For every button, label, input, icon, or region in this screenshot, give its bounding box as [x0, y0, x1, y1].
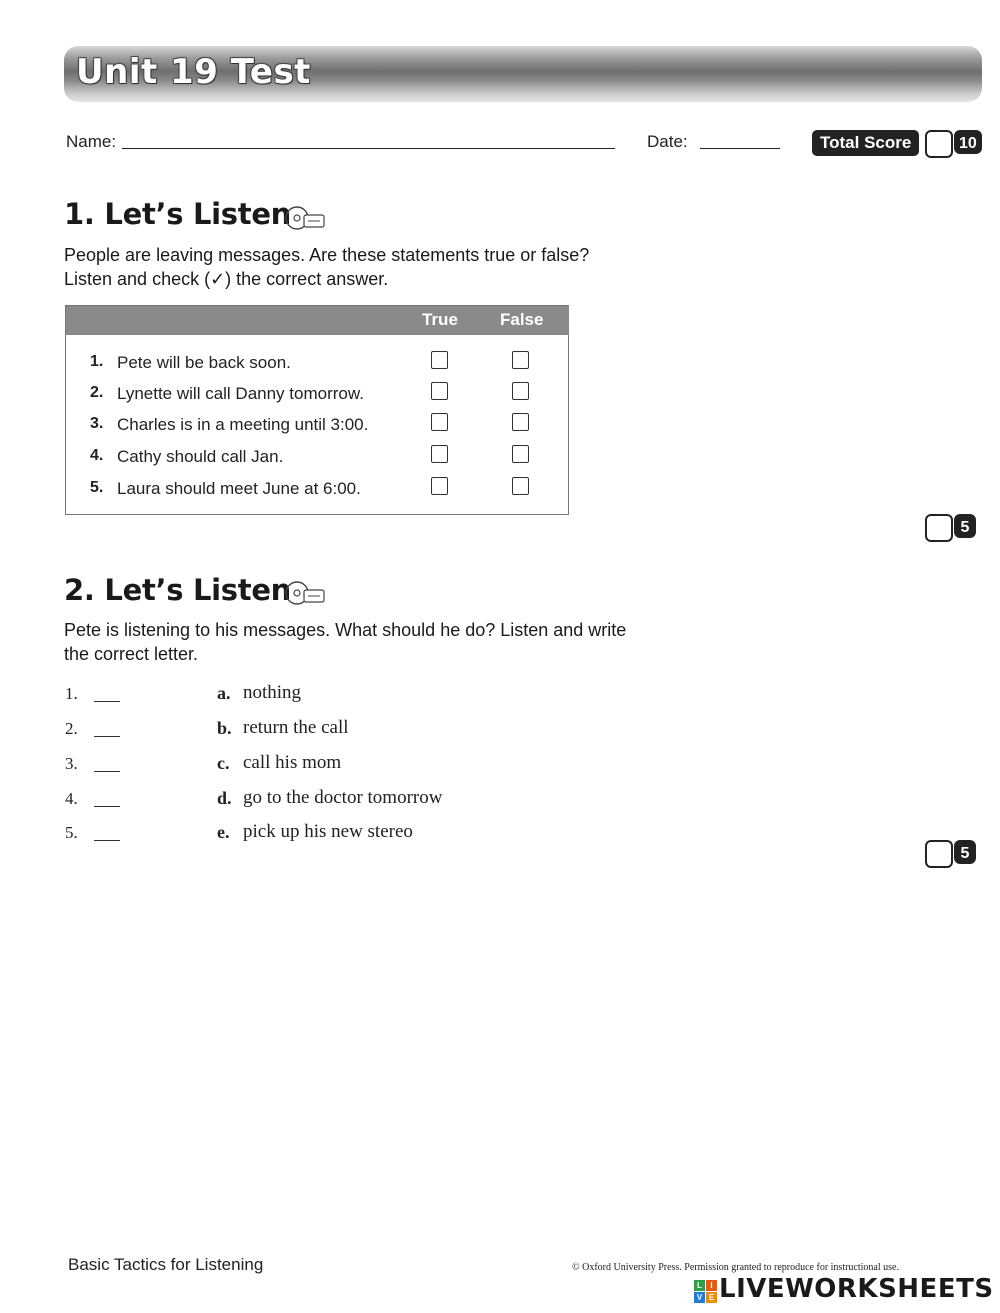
- logo-text: LIVEWORKSHEETS: [719, 1274, 994, 1304]
- table-header: [66, 306, 569, 335]
- section2-title: 2. Let’s Listen: [64, 573, 292, 607]
- true-checkbox[interactable]: [431, 382, 448, 400]
- section1-instructions: [64, 243, 589, 291]
- row-statement: Pete will be back soon.: [117, 353, 291, 372]
- date-label: Date:: [647, 132, 688, 151]
- option-text: call his mom: [243, 752, 342, 773]
- answer-blank[interactable]: [94, 736, 120, 737]
- book-title: Basic Tactics for Listening: [68, 1255, 264, 1274]
- answer-blank[interactable]: [94, 771, 120, 772]
- instruction-line: the correct letter.: [64, 644, 199, 664]
- false-checkbox[interactable]: [512, 445, 529, 463]
- option-text: nothing: [243, 682, 302, 703]
- section1-title: 1. Let’s Listen: [64, 197, 292, 231]
- row-number: 5.: [90, 479, 104, 496]
- true-checkbox[interactable]: [431, 477, 448, 495]
- section1-score-max: 5: [954, 514, 976, 538]
- answer-number: 4.: [65, 789, 78, 808]
- logo-letter: V: [694, 1292, 705, 1303]
- row-number: 3.: [90, 415, 104, 432]
- option-text: return the call: [243, 717, 349, 738]
- option-letter: c.: [217, 753, 230, 773]
- name-label: Name:: [66, 132, 117, 151]
- section2-score-max: 5: [954, 840, 976, 864]
- section2-instructions: [64, 618, 626, 666]
- instruction-line: Listen and check (✓) the correct answer.: [64, 269, 389, 289]
- false-checkbox[interactable]: [512, 351, 529, 369]
- instruction-line: Pete is listening to his messages. What should he do? Listen and write: [64, 620, 627, 640]
- total-score-max: 10: [954, 130, 982, 154]
- answer-blank[interactable]: [94, 806, 120, 807]
- row-number: 4.: [90, 447, 104, 464]
- cd-icon: [284, 205, 328, 231]
- cd-icon: [284, 580, 328, 606]
- name-field[interactable]: [122, 148, 615, 149]
- false-checkbox[interactable]: [512, 413, 529, 431]
- option-text: pick up his new stereo: [243, 821, 413, 842]
- option-letter: d.: [217, 788, 232, 808]
- copyright-notice: © Oxford University Press. Permission granted to reproduce for instructional use.: [572, 1262, 899, 1273]
- row-number: 1.: [90, 353, 104, 370]
- column-true: True: [422, 310, 458, 329]
- answer-number: 1.: [65, 684, 78, 703]
- row-statement: Charles is in a meeting until 3:00.: [117, 415, 369, 434]
- logo-letter: L: [694, 1280, 705, 1291]
- false-checkbox[interactable]: [512, 382, 529, 400]
- option-text: go to the doctor tomorrow: [243, 787, 443, 808]
- page-title: Unit 19 Test: [76, 52, 311, 92]
- answer-number: 2.: [65, 719, 78, 738]
- column-false: False: [500, 310, 544, 329]
- row-statement: Laura should meet June at 6:00.: [117, 479, 361, 498]
- option-letter: a.: [217, 683, 231, 703]
- section2-score-box[interactable]: [925, 840, 953, 868]
- answer-blank[interactable]: [94, 840, 120, 841]
- row-statement: Cathy should call Jan.: [117, 447, 284, 466]
- true-checkbox[interactable]: [431, 351, 448, 369]
- row-statement: Lynette will call Danny tomorrow.: [117, 384, 364, 403]
- logo-mark-icon: [694, 1280, 717, 1303]
- total-score-badge: Total Score: [812, 130, 919, 156]
- true-checkbox[interactable]: [431, 445, 448, 463]
- logo-letter: I: [706, 1280, 717, 1291]
- true-checkbox[interactable]: [431, 413, 448, 431]
- answer-number: 5.: [65, 823, 78, 842]
- answer-number: 3.: [65, 754, 78, 773]
- section1-score-box[interactable]: [925, 514, 953, 542]
- option-letter: b.: [217, 718, 232, 738]
- date-field[interactable]: [700, 148, 780, 149]
- logo-letter: E: [706, 1292, 717, 1303]
- row-number: 2.: [90, 384, 104, 401]
- option-letter: e.: [217, 822, 230, 842]
- instruction-line: People are leaving messages. Are these statements true or false?: [64, 245, 590, 265]
- false-checkbox[interactable]: [512, 477, 529, 495]
- total-score-box[interactable]: [925, 130, 953, 158]
- answer-blank[interactable]: [94, 701, 120, 702]
